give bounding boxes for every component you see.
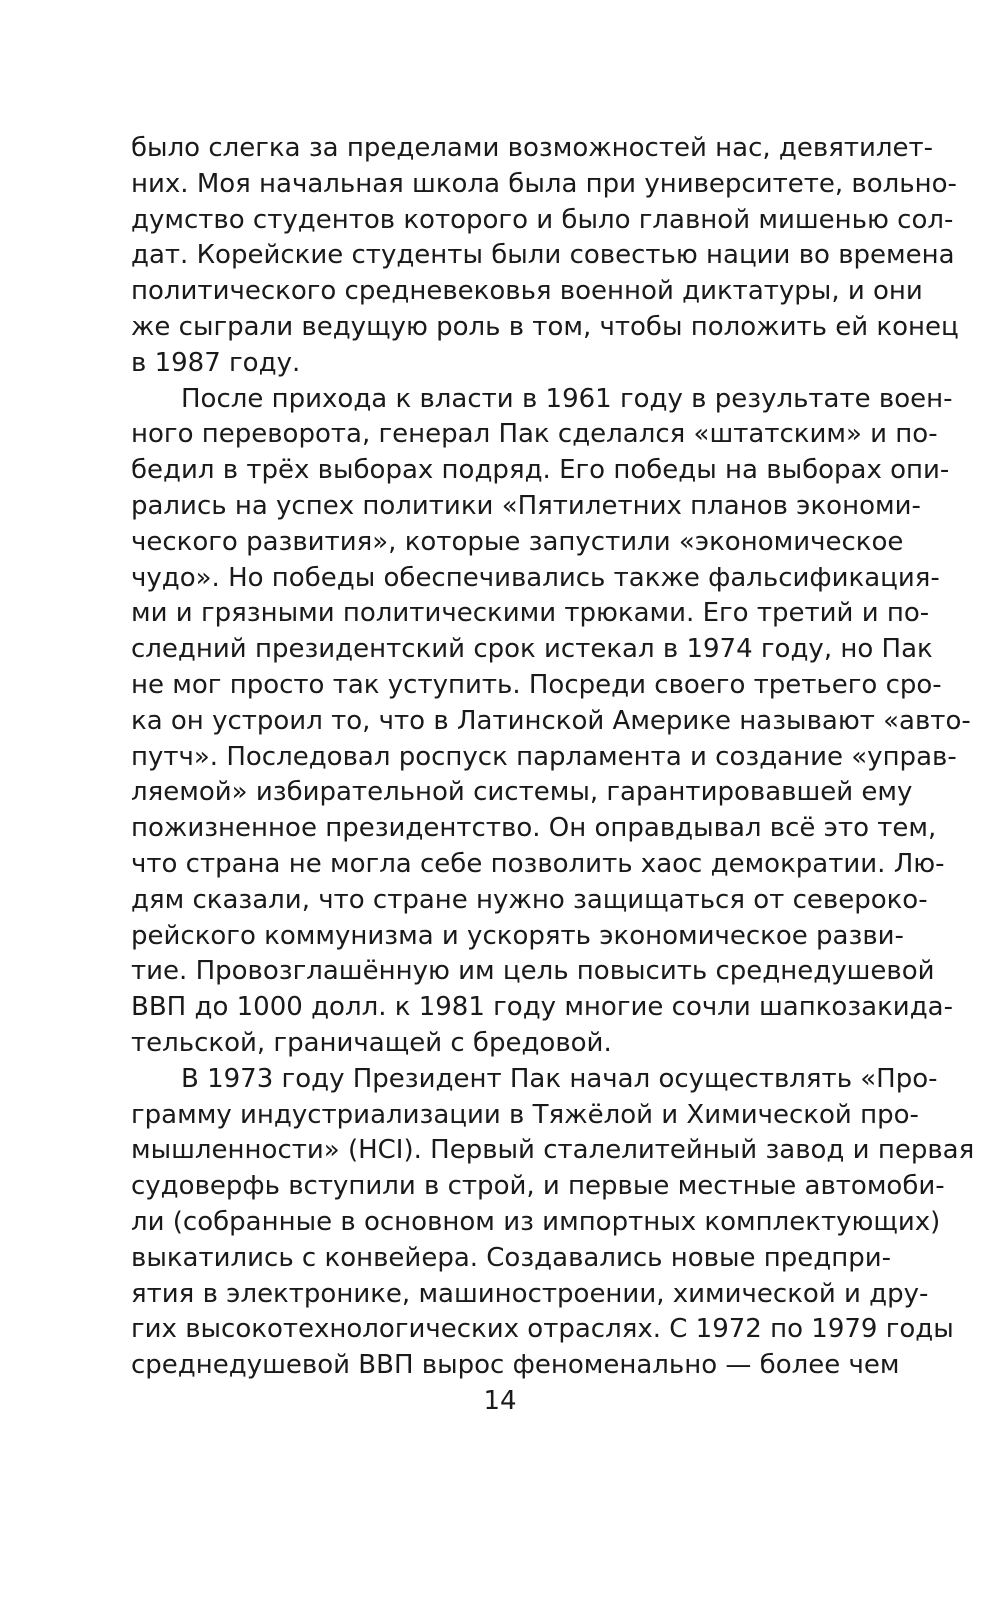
text-line: гих высокотехнологических отраслях. С 1972 по 1979 годы — [131, 1314, 954, 1345]
text-line: пожизненное президентство. Он оправдывал всё это тем, — [131, 813, 937, 844]
text-line: ми и грязными политическими трюками. Его третий и по- — [131, 598, 930, 629]
paragraph — [131, 131, 959, 382]
text-line: думство студентов которого и было главной мишенью сол- — [131, 204, 954, 235]
text-line: После прихода к власти в 1961 году в результате воен- — [181, 383, 953, 414]
text-line: ВВП до 1000 долл. к 1981 году многие сочли шапкозакида- — [131, 992, 953, 1023]
text-line: не мог просто так уступить. Посреди своего третьего сро- — [131, 669, 942, 700]
text-line: судоверфь вступили в строй, и первые местные автомоби- — [131, 1171, 945, 1202]
text-line: грамму индустриализации в Тяжёлой и Химической про- — [131, 1099, 919, 1130]
page-number: 14 — [483, 1386, 517, 1416]
text-line: путч». Последовал роспуск парламента и создание «управ- — [131, 741, 957, 772]
paragraph — [131, 1062, 975, 1384]
text-line: чудо». Но победы обеспечивались также фальсификация- — [131, 562, 940, 593]
text-line: тие. Провозглашённую им цель повысить среднедушевой — [131, 956, 935, 987]
text-line: ятия в электронике, машиностроении, химической и дру- — [131, 1278, 929, 1309]
text-line: мышленности» (HCI). Первый сталелитейный завод и первая — [131, 1135, 975, 1166]
text-line: рались на успех политики «Пятилетних планов экономи- — [131, 490, 921, 521]
text-line: следний президентский срок истекал в 1974 году, но Пак — [131, 634, 933, 665]
text-line: же сыграли ведущую роль в том, чтобы положить ей конец — [131, 311, 959, 342]
text-line: ка он устроил то, что в Латинской Америке называют «авто- — [131, 705, 971, 736]
body-text — [131, 131, 975, 1384]
text-line: тельской, граничащей с бредовой. — [131, 1027, 612, 1058]
text-line: ляемой» избирательной системы, гарантировавшей ему — [131, 777, 913, 808]
text-line: ли (собранные в основном из импортных комплектующих) — [131, 1206, 941, 1237]
text-line: них. Моя начальная школа была при университете, вольно- — [131, 168, 957, 199]
text-line: политического средневековья военной диктатуры, и они — [131, 276, 923, 307]
text-line: среднедушевой ВВП вырос феноменально — более чем — [131, 1350, 900, 1381]
text-line: в 1987 году. — [131, 347, 301, 378]
text-line: было слегка за пределами возможностей нас, девятилет- — [131, 133, 934, 163]
text-line: В 1973 году Президент Пак начал осуществлять «Про- — [181, 1063, 938, 1094]
text-line: выкатились с конвейера. Создавались новые предпри- — [131, 1242, 892, 1273]
text-line: ческого развития», которые запустили «экономическое — [131, 526, 904, 557]
text-line: ного переворота, генерал Пак сделался «штатским» и по- — [131, 419, 938, 450]
text-line: рейского коммунизма и ускорять экономическое разви- — [131, 920, 904, 951]
text-line: бедил в трёх выборах подряд. Его победы на выборах опи- — [131, 455, 950, 486]
text-line: что страна не могла себе позволить хаос демократии. Лю- — [131, 848, 945, 879]
text-line: дям сказали, что стране нужно защищаться от северoко- — [131, 884, 928, 915]
text-line: дат. Корейские студенты были совестью нации во времена — [131, 240, 955, 271]
paragraph — [131, 382, 971, 1062]
